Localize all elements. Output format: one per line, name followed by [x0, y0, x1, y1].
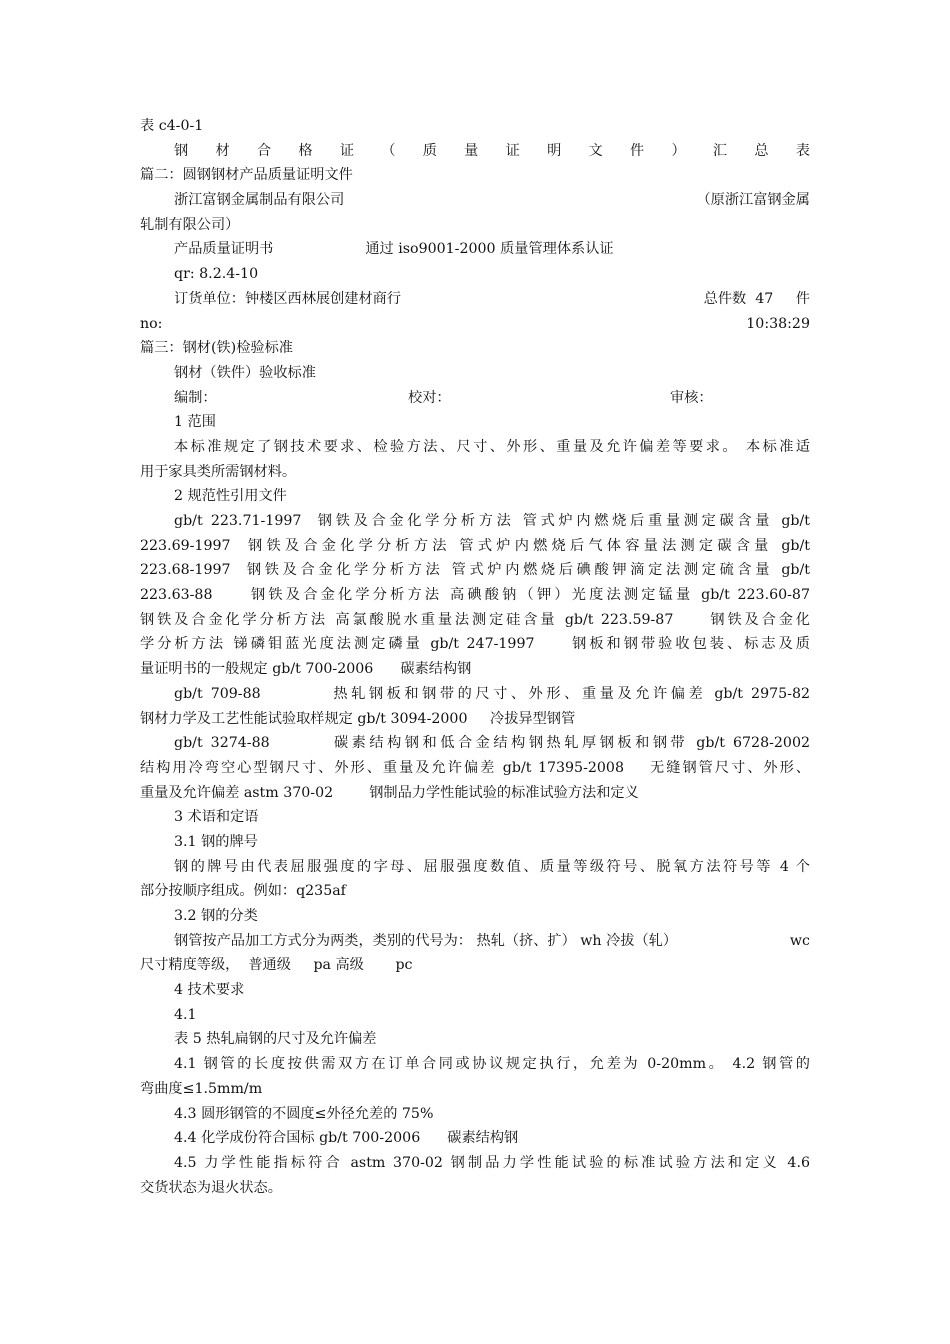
company-former-name: （原浙江富钢金属 [696, 192, 810, 209]
title-char: 证 [505, 142, 520, 159]
paragraph-line: 4.4 化学成份符合国标 gb/t 700-2006 碳素结构钢 [174, 1130, 519, 1147]
title-char: ） [671, 142, 686, 159]
clause-heading: 3.2 钢的分类 [174, 908, 258, 924]
section-heading: 篇二：圆钢钢材产品质量证明文件 [140, 167, 353, 184]
reviewer-label: 审核： [670, 389, 713, 406]
editor-label: 编制： [174, 389, 217, 406]
reference-line: gb/t 3274-88 碳素结构钢和低合金结构钢热轧厚钢板和钢带 gb/t 6728-2002 [174, 735, 810, 752]
clause-heading: 2 规范性引用文件 [174, 488, 287, 505]
order-unit: 订货单位：钟楼区西林展创建材商行 [174, 290, 402, 307]
title-char: 件 [629, 142, 645, 159]
order-line [140, 287, 810, 312]
paragraph-line: 部分按顺序组成。例如：q235af [140, 883, 346, 900]
reference-line: 钢铁及合金化学分析方法 高氯酸脱水重量法测定硅含量 gb/t 223.59-87 钢铁及合金化 [140, 611, 810, 628]
reference-line: 223.69-1997 钢铁及合金化学分析方法 管式炉内燃烧后气体容量法测定碳含量 gb/t [140, 537, 810, 554]
title-char: 表 [795, 142, 810, 159]
reference-line: 学分析方法 锑磷钼蓝光度法测定磷量 gb/t 247-1997 钢板和钢带验收包装、标志及质 [140, 636, 810, 653]
form-number: 表 c4-0-1 [140, 118, 204, 134]
classification-code: wc [789, 932, 810, 949]
time-value: 10:38:29 [746, 315, 810, 332]
clause-heading: 3 术语和定语 [174, 809, 259, 826]
title-char: 量 [464, 142, 479, 159]
paragraph-line: 4.3 圆形钢管的不圆度≤外径允差的 75% [174, 1105, 434, 1122]
total-count: 总件数 47 件 [703, 290, 810, 307]
title-char: （ [381, 142, 396, 159]
reference-line: gb/t 223.71-1997 钢铁及合金化学分析方法 管式炉内燃烧后重量测定碳含量 gb/t [174, 513, 810, 529]
reference-line: 量证明书的一般规定 gb/t 700-2006 碳素结构钢 [140, 661, 472, 678]
reference-line: 223.68-1997 钢铁及合金化学分析方法 管式炉内燃烧后碘酸钾滴定法测定硫含量 gb/t [140, 562, 810, 579]
paragraph-line: 用于家具类所需钢材料。 [140, 463, 297, 480]
cert-line [140, 237, 810, 262]
title-char: 证 [339, 142, 355, 159]
document-body [140, 114, 810, 1200]
table-caption: 表 5 热轧扁钢的尺寸及允许偏差 [174, 1031, 377, 1048]
company-name: 浙江富钢金属制品有限公司 [174, 192, 345, 209]
title-char: 合 [256, 142, 272, 159]
checker-label: 校对： [408, 389, 451, 406]
title-char: 钢 [174, 142, 189, 159]
title-char: 材 [215, 142, 230, 159]
signoff-line [140, 386, 810, 411]
clause-heading: 4 技术要求 [174, 982, 245, 999]
paragraph-line: 弯曲度≤1.5mm/m [140, 1080, 263, 1097]
title-char: 格 [298, 142, 313, 159]
clause-heading: 4.1 [174, 1006, 197, 1023]
title-char: 文 [588, 142, 603, 159]
classification-text: 钢管按产品加工方式分为两类，类别的代号为： 热轧（挤、扩） wh 冷拔（轧） [174, 932, 678, 949]
standard-title: 钢材（铁件）验收标准 [174, 364, 316, 381]
reference-line: gb/t 709-88 热轧钢板和钢带的尺寸、外形、重量及允许偏差 gb/t 2975-82 [174, 685, 810, 702]
summary-title [140, 139, 810, 164]
cert-label: 产品质量证明书 [174, 241, 274, 258]
title-char: 质 [422, 142, 437, 159]
reference-line: 223.63-88 钢铁及合金化学分析方法 高碘酸钠（钾）光度法测定锰量 gb/t 223.60-87 [140, 587, 810, 604]
number-label: no: [140, 315, 163, 332]
qr-code-line: qr: 8.2.4-10 [174, 266, 259, 283]
paragraph-line: 4.5 力学性能指标符合 astm 370-02 钢制品力学性能试验的标准试验方法和定义 4.6 [174, 1154, 810, 1171]
reference-line: 重量及允许偏差 astm 370-02 钢制品力学性能试验的标准试验方法和定义 [140, 784, 639, 801]
paragraph-line: 钢的牌号由代表屈服强度的字母、屈服强度数值、质量等级符号、脱氧方法符号等 4 个 [174, 858, 810, 875]
paragraph-line: 本标准规定了钢技术要求、检验方法、尺寸、外形、重量及允许偏差等要求。 本标准适 [174, 438, 810, 455]
company-line [140, 188, 810, 213]
reference-line: 结构用冷弯空心型钢尺寸、外形、重量及允许偏差 gb/t 17395-2008 无缝钢管尺寸、外形、 [140, 759, 810, 776]
reference-line: 钢材力学及工艺性能试验取样规定 gb/t 3094-2000 冷拔异型钢管 [140, 710, 576, 727]
paragraph-line: 4.1 钢管的长度按供需双方在订单合同或协议规定执行，允差为 0-20mm。 4.2 钢管的 [174, 1056, 810, 1073]
title-char: 明 [547, 142, 562, 159]
number-line [140, 312, 810, 337]
paragraph-line: 尺寸精度等级， 普通级 pa 高级 pc [140, 957, 413, 974]
section-heading: 篇三：钢材(铁)检验标准 [140, 340, 293, 357]
clause-heading: 3.1 钢的牌号 [174, 833, 258, 850]
paragraph-line: 交货状态为退火状态。 [140, 1179, 282, 1196]
company-line-cont: 轧制有限公司） [140, 216, 240, 233]
clause-heading: 1 范围 [174, 414, 216, 431]
iso-label: 通过 iso9001-2000 质量管理体系认证 [365, 241, 614, 258]
paragraph-line [140, 929, 810, 954]
title-char: 汇 [712, 142, 728, 159]
title-char: 总 [754, 142, 769, 159]
